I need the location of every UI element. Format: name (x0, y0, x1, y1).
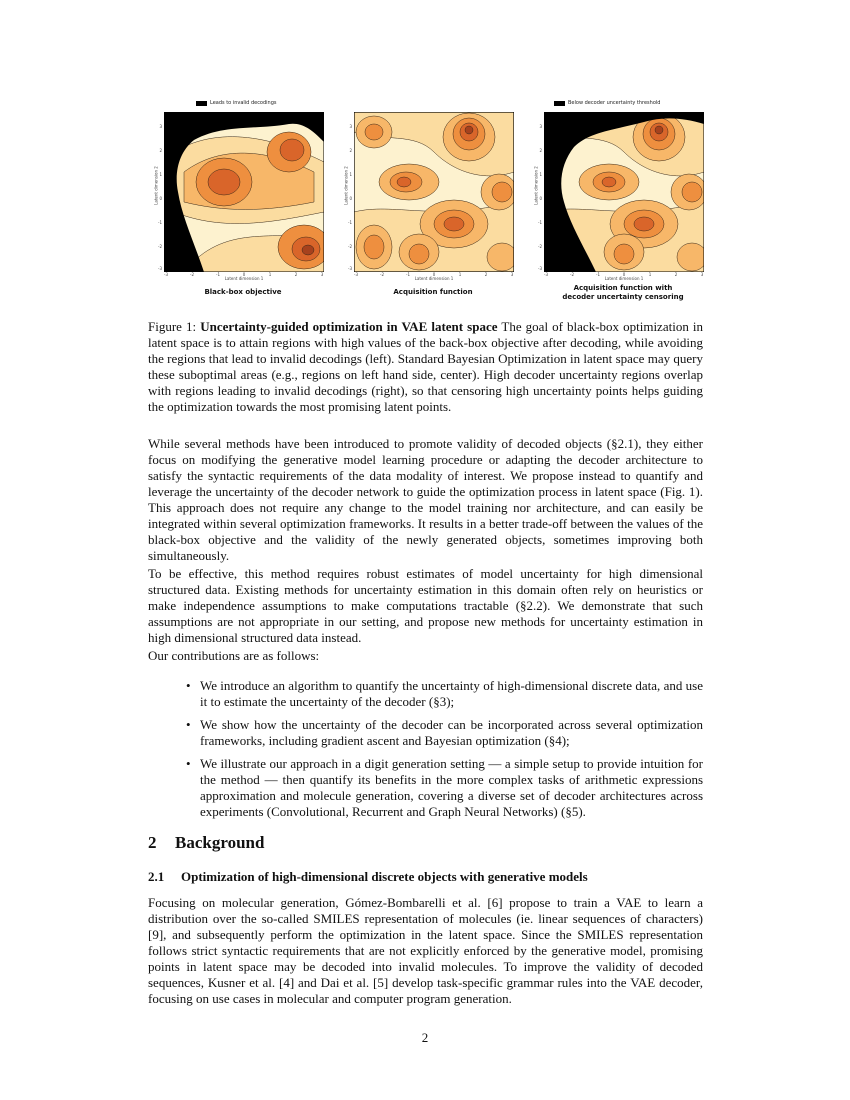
x-tick: 0 (622, 272, 626, 277)
x-axis-label: Latent dimension 1 (224, 276, 264, 281)
y-axis-label: Latent dimension 2 (533, 166, 539, 205)
y-tick: -3 (348, 266, 352, 271)
x-tick: 0 (432, 272, 436, 277)
y-tick: -2 (158, 244, 162, 249)
x-tick: -2 (380, 272, 384, 277)
y-tick: 0 (539, 196, 542, 201)
x-tick: -2 (190, 272, 194, 277)
list-item: • We illustrate our approach in a digit generation setting — a simple setup to provide intuition for the method — then quantify its benefits in the more complex tasks of arithmetic expressions approximation and molecule generation, covering a diverse set of decoder architectures across experiments (Convolutional, Recurrent and Graph Neural Networks) (§5). (185, 756, 703, 820)
y-tick: -3 (538, 266, 542, 271)
paragraph: Our contributions are as follows: (148, 648, 320, 663)
x-tick: 1 (648, 272, 652, 277)
y-tick: -3 (158, 266, 162, 271)
x-axis-label: Latent dimension 1 (414, 276, 454, 281)
y-axis-label: Latent dimension 2 (343, 166, 349, 205)
y-tick: 3 (349, 124, 352, 129)
panel-acquisition-censored (528, 98, 704, 308)
section-number: 2 (148, 833, 157, 852)
caption-label: Figure 1: (148, 319, 197, 334)
x-tick: -1 (216, 272, 220, 277)
panel-caption-line-1: Acquisition function with (573, 284, 673, 292)
y-tick: -2 (348, 244, 352, 249)
panel-caption-line-2: decoder uncertainty censoring (562, 293, 684, 301)
x-tick: 3 (320, 272, 324, 277)
panel-caption: Acquisition function (393, 288, 473, 296)
caption-title: Uncertainty-guided optimization in VAE latent space (200, 319, 498, 334)
y-tick: 1 (159, 172, 162, 177)
x-tick: -2 (570, 272, 574, 277)
contour-plot-objective (164, 112, 324, 272)
page-number: 2 (421, 1030, 429, 1045)
list-item: • We show how the uncertainty of the decoder can be incorporated across several optimization frameworks, including gradient ascent and Bayesian optimization (§4); (185, 717, 703, 749)
y-tick: 3 (539, 124, 542, 129)
x-tick: 2 (674, 272, 678, 277)
legend-uncertainty-threshold (554, 98, 660, 108)
paragraph: To be effective, this method requires robust estimates of model uncertainty for high dimensional structured data. Existing methods for uncertainty estimation in this domain often rely on heuristics or make independence assumptions to make computations tractable (§2.2). We demonstrate that such assumptions are not appropriate in our setting, and propose new methods for uncertainty estimation in high dimensional structured data instead. (148, 566, 703, 645)
legend-text: Below decoder uncertainty threshold (568, 100, 661, 106)
figure-1 (148, 98, 703, 308)
panel-caption: Black-box objective (204, 288, 282, 296)
y-tick: 1 (539, 172, 542, 177)
x-tick: -1 (596, 272, 600, 277)
y-axis-label: Latent dimension 2 (153, 166, 159, 205)
section-heading (148, 833, 264, 853)
y-tick: 0 (349, 196, 352, 201)
legend-swatch (196, 101, 207, 106)
x-axis-label: Latent dimension 1 (604, 276, 644, 281)
x-tick: -3 (164, 272, 168, 277)
panel-caption (528, 284, 718, 302)
x-tick: 1 (458, 272, 462, 277)
x-tick: 0 (242, 272, 246, 277)
legend-text: Leads to invalid decodings (210, 100, 277, 106)
subsection-title: Optimization of high-dimensional discrete objects with generative models (181, 869, 588, 884)
x-tick: -1 (406, 272, 410, 277)
paragraph: While several methods have been introduced to promote validity of decoded objects (§2.1), they either focus on modifying the generative model learning procedure or adapting the decoder architecture to satisfy the syntactic requirements of the data modality of interest. We propose instead to quantify and leverage the uncertainty of the decoder network to guide the optimization process in latent space (Fig. 1). This approach does not require any change to the model training nor architecture, and can easily be integrated within several optimization frameworks. It results in a better trade-off between the values of the black-box objective and the validity of the newly generated objects, sometimes improving both simultaneously. (148, 436, 703, 563)
paragraph: Focusing on molecular generation, Gómez-Bombarelli et al. [6] propose to train a VAE to learn a distribution over the so-called SMILES representation of molecules (ie. linear sequences of characters) [9], and subsequently perform the optimization in the latent space. Since the SMILES representation follows strict syntactic requirements that are not explicitly enforced by the generative model, promising points in latent space may be decoded into invalid molecules. To improve the validity of decoded sequences, Kusner et al. [4] and Dai et al. [5] develop task-specific grammar rules into the VAE decoder, focusing on use cases in molecular and computer program generation. (148, 895, 703, 1006)
y-tick: -1 (348, 220, 352, 225)
y-tick: 3 (159, 124, 162, 129)
caption-text: The goal of black-box optimization in latent space is to attain regions with high values of the back-box objective after decoding, while avoiding the regions that lead to invalid decodings (left). Standard Bayesian Optimization in latent space may query these suboptimal areas (e.g., regions on left hand side, center). High decoder uncertainty regions overlap with regions leading to invalid decodings (right), so that censoring high uncertainty points helps guiding the optimization towards the most promising latent points. (148, 319, 704, 414)
y-tick: -1 (538, 220, 542, 225)
contour-plot-acquisition (354, 112, 514, 272)
x-tick: 3 (510, 272, 514, 277)
y-tick: 1 (349, 172, 352, 177)
legend-swatch (554, 101, 565, 106)
panel-black-box-objective (148, 98, 324, 308)
legend-invalid (196, 98, 277, 108)
x-tick: -3 (544, 272, 548, 277)
subsection-number: 2.1 (148, 869, 165, 884)
list-item: • We introduce an algorithm to quantify the uncertainty of high-dimensional discrete data, and use it to estimate the uncertainty of the decoder (§3); (185, 678, 703, 710)
subsection-heading (148, 869, 588, 885)
y-tick: 0 (159, 196, 162, 201)
y-tick: -1 (158, 220, 162, 225)
y-tick: 2 (539, 148, 542, 153)
x-tick: 2 (484, 272, 488, 277)
y-tick: -2 (538, 244, 542, 249)
y-tick: 2 (159, 148, 162, 153)
x-tick: 1 (268, 272, 272, 277)
figure-caption (148, 319, 703, 415)
x-tick: 2 (294, 272, 298, 277)
y-tick: 2 (349, 148, 352, 153)
x-tick: -3 (354, 272, 358, 277)
section-title: Background (175, 833, 265, 852)
panel-acquisition-function (338, 98, 514, 308)
contour-plot-censored (544, 112, 704, 272)
x-tick: 3 (700, 272, 704, 277)
contributions-list (185, 678, 703, 827)
